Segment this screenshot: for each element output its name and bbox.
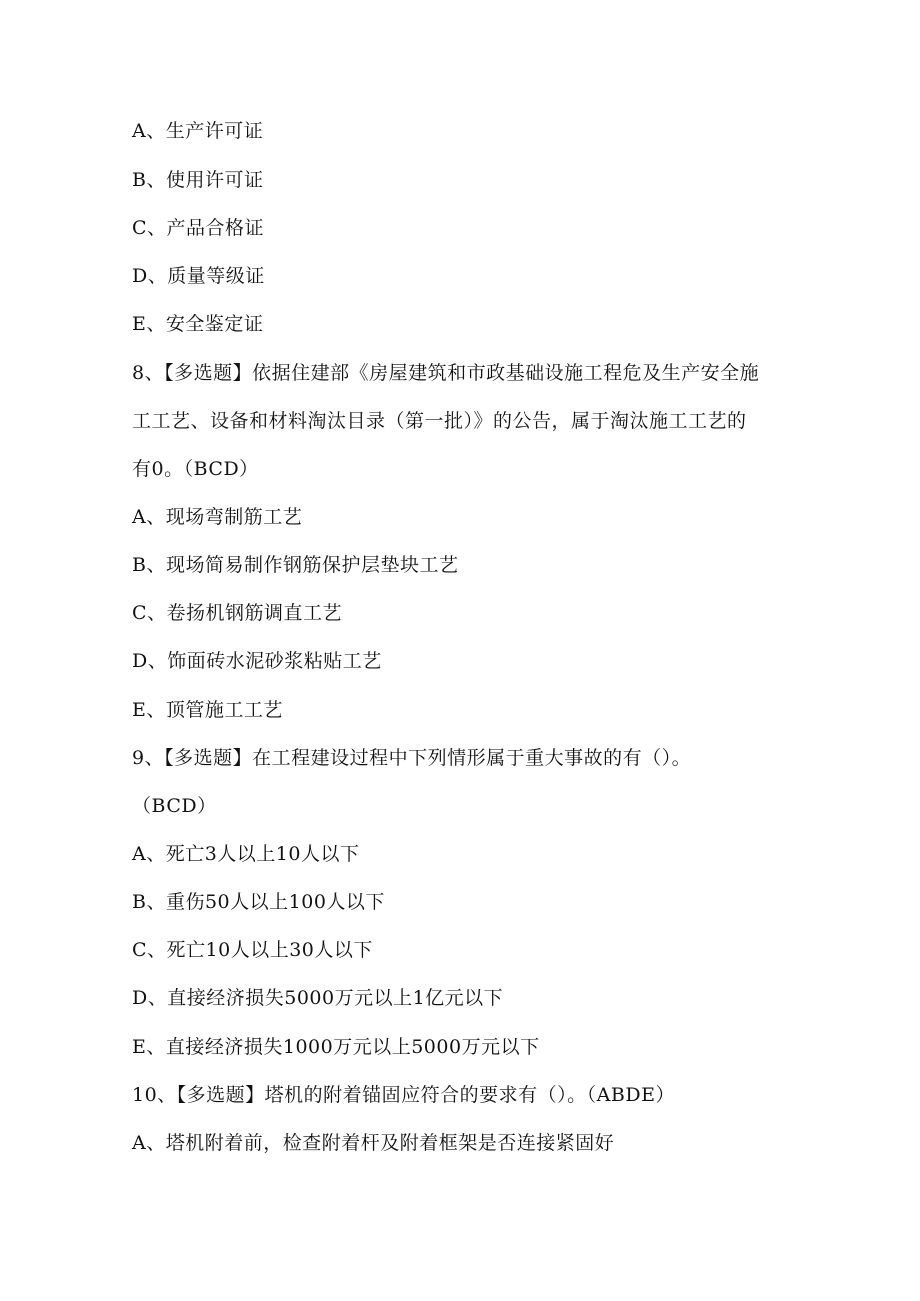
q8-option-c: C、卷扬机钢筋调直工艺 [132,602,343,624]
q9-option-d: D、直接经济损失5000万元以上1亿元以下 [132,987,504,1009]
q8-question-line-1: 8、【多选题】依据住建部《房屋建筑和市政基础设施工程危及生产安全施 [132,362,760,384]
q10-option-a: A、塔机附着前，检查附着杆及附着框架是否连接紧固好 [132,1132,615,1154]
q9-question-line-2: （BCD） [132,795,217,817]
q9-option-b: B、重伤50人以上100人以下 [132,891,385,913]
q8-option-d: D、饰面砖水泥砂浆粘贴工艺 [132,650,382,672]
q8-question-line-2: 工工艺、设备和材料淘汰目录（第一批）》的公告，属于淘汰施工工艺的 [132,410,747,432]
q9-option-c: C、死亡10人以上30人以下 [132,939,373,961]
q8-option-a: A、现场弯制筋工艺 [132,506,303,528]
q9-option-e: E、直接经济损失1000万元以上5000万元以下 [132,1036,540,1058]
q7-option-e: E、安全鉴定证 [132,313,264,335]
q8-question-line-3: 有0。（BCD） [132,458,259,480]
q8-option-e: E、顶管施工工艺 [132,699,283,721]
q8-option-b: B、现场简易制作钢筋保护层垫块工艺 [132,554,459,576]
q7-option-a: A、生产许可证 [132,120,264,142]
q9-option-a: A、死亡3人以上10人以下 [132,843,360,865]
q7-option-c: C、产品合格证 [132,217,265,239]
q7-option-b: B、使用许可证 [132,169,264,191]
q7-option-d: D、质量等级证 [132,265,265,287]
q10-question-line-1: 10、【多选题】塔机的附着锚固应符合的要求有（）。（ABDE） [132,1084,675,1106]
q9-question-line-1: 9、【多选题】在工程建设过程中下列情形属于重大事故的有（）。 [132,747,692,769]
